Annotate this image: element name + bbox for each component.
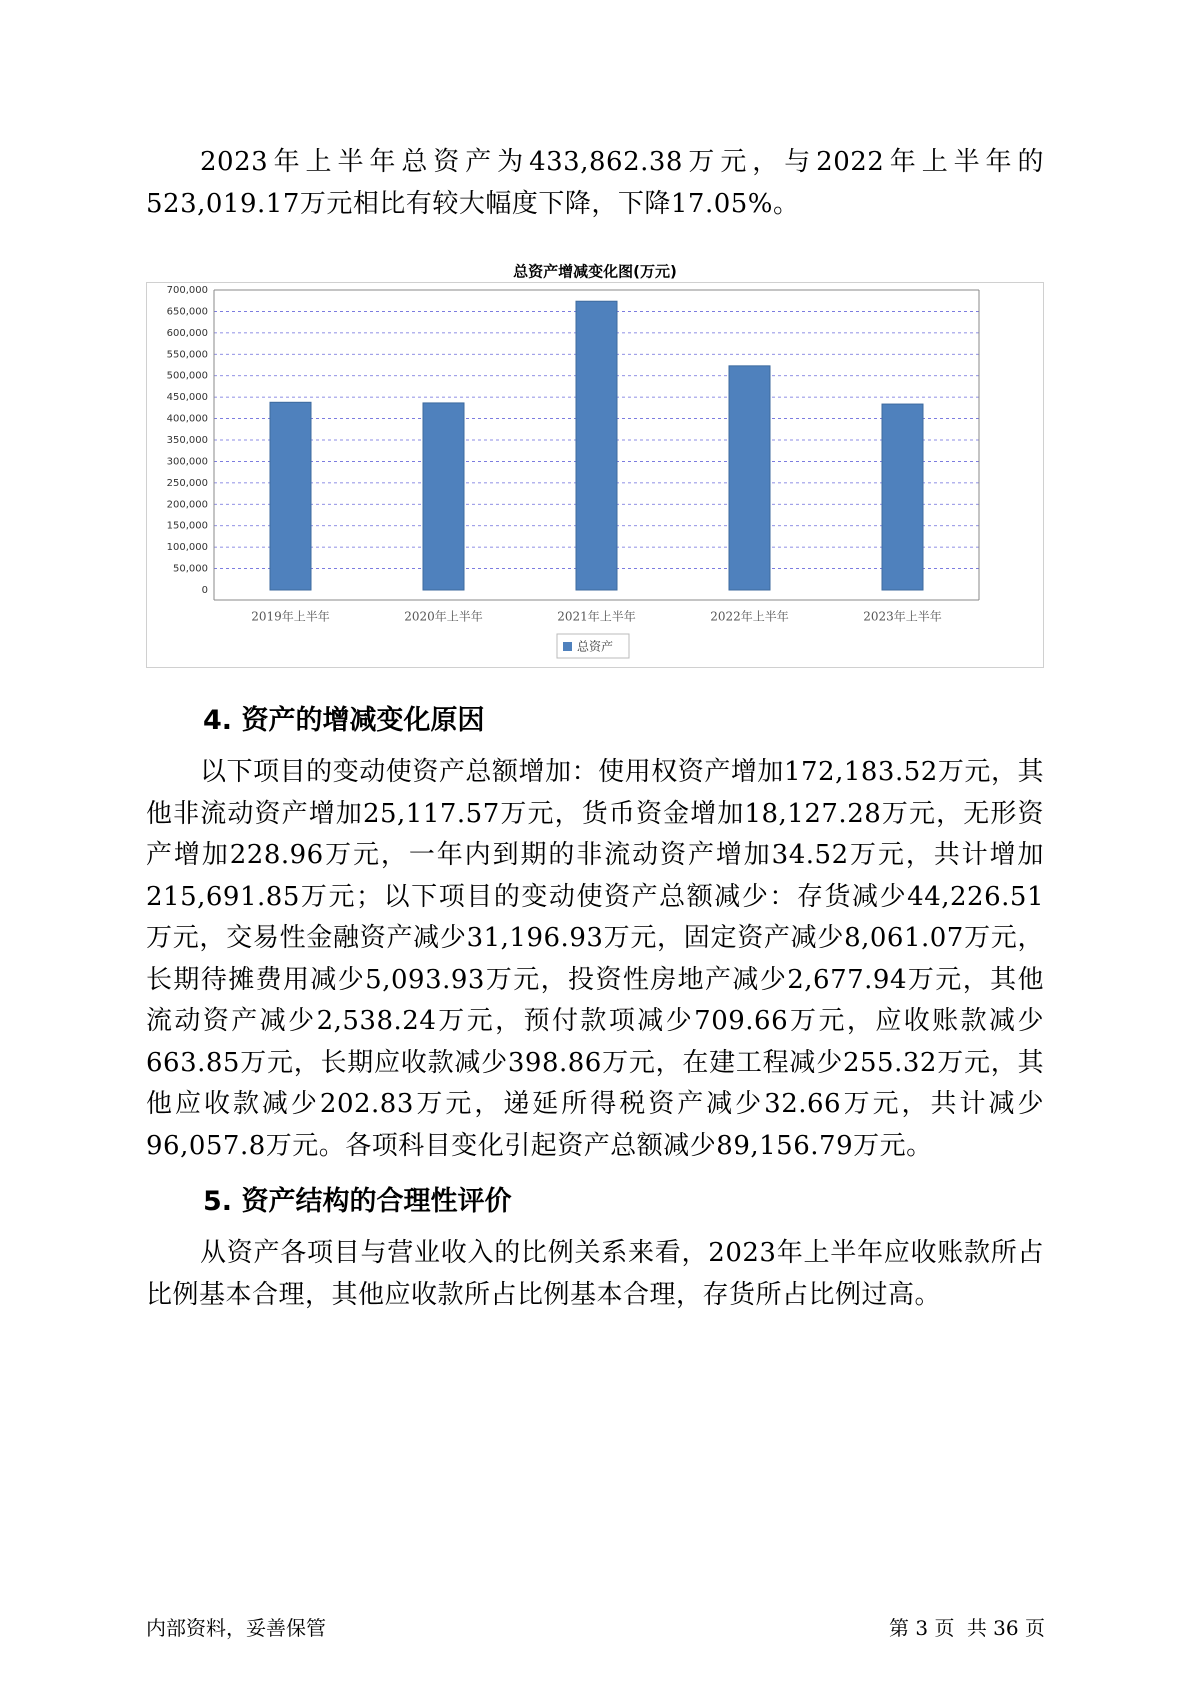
x-tick-label: 2022年上半年 bbox=[710, 609, 789, 624]
y-tick-label: 600,000 bbox=[166, 327, 208, 339]
y-tick-label: 400,000 bbox=[166, 413, 208, 425]
footer-page-info bbox=[883, 1612, 1045, 1641]
footer-total-pages: 共 36 页 bbox=[966, 1616, 1045, 1640]
intro-paragraph: 2023年上半年总资产为433,862.38万元，与2022年上半年的523,019.17万元相比有较大幅度下降，下降17.05%。 bbox=[146, 147, 1044, 219]
bar-chart-svg bbox=[146, 262, 1044, 722]
y-tick-label: 550,000 bbox=[166, 349, 208, 361]
y-tick-label: 650,000 bbox=[166, 306, 208, 318]
bar-total-assets bbox=[576, 301, 617, 590]
bar-total-assets bbox=[882, 404, 923, 590]
bar-total-assets bbox=[729, 366, 770, 590]
y-tick-label: 350,000 bbox=[166, 435, 208, 446]
footer-confidential: 内部资料，妥善保管 bbox=[146, 1616, 326, 1640]
y-tick-label: 0 bbox=[201, 585, 208, 596]
x-tick-label: 2021年上半年 bbox=[557, 609, 636, 624]
y-tick-label: 150,000 bbox=[166, 520, 208, 532]
legend-label: 总资产 bbox=[577, 639, 614, 654]
total-assets-chart bbox=[146, 262, 1044, 722]
y-tick-label: 450,000 bbox=[166, 392, 208, 404]
x-tick-label: 2020年上半年 bbox=[404, 609, 483, 624]
x-tick-label: 2019年上半年 bbox=[251, 609, 330, 624]
y-tick-label: 500,000 bbox=[166, 370, 208, 382]
bar-total-assets bbox=[423, 403, 464, 590]
footer-page-number: 第 3 页 bbox=[889, 1616, 955, 1640]
section-heading-4: 4. 资产的增减变化原因 bbox=[203, 705, 485, 736]
y-tick-label: 100,000 bbox=[166, 542, 208, 554]
bar-total-assets bbox=[270, 402, 311, 590]
y-tick-label: 300,000 bbox=[166, 456, 208, 468]
y-tick-label: 200,000 bbox=[166, 499, 208, 511]
asset-change-paragraph: 以下项目的变动使资产总额增加：使用权资产增加172,183.52万元，其他非流动资产增加25,117.57万元，货币资金增加18,127.28万元，无形资产增加228.96万元，一年内到期的非流动资产增加34.52万元，共计增加215,691.85万元；以下项目的变动使资产总额减少：存货减少44,226.51万元，交易性金融资产减少31,196.93万元，固定资产减少8,061.07万元，长期待摊费用减少5,093.93万元，投资性房地产减少2,677.94万元，其他流动资产减少2,538.24万元，预付款项减少709.66万元，应收账款减少663.85万元，长期应收款减少398.86万元，在建工程减少255.32万元，其他应收款减少202.83万元，递延所得税资产减少32.66万元，共计减少96,057.8万元。各项科目变化引起资产总额减少89,156.79万元。 bbox=[146, 757, 1044, 1161]
y-tick-label: 250,000 bbox=[166, 477, 208, 489]
y-tick-label: 50,000 bbox=[173, 563, 208, 575]
x-tick-label: 2023年上半年 bbox=[863, 609, 942, 624]
legend-swatch bbox=[563, 642, 572, 651]
asset-structure-paragraph: 从资产各项目与营业收入的比例关系来看，2023年上半年应收账款所占比例基本合理，其他应收款所占比例基本合理，存货所占比例过高。 bbox=[146, 1238, 1044, 1310]
chart-title: 总资产增减变化图(万元) bbox=[513, 262, 677, 281]
y-tick-label: 700,000 bbox=[166, 285, 208, 296]
section-heading-5: 5. 资产结构的合理性评价 bbox=[203, 1186, 512, 1217]
